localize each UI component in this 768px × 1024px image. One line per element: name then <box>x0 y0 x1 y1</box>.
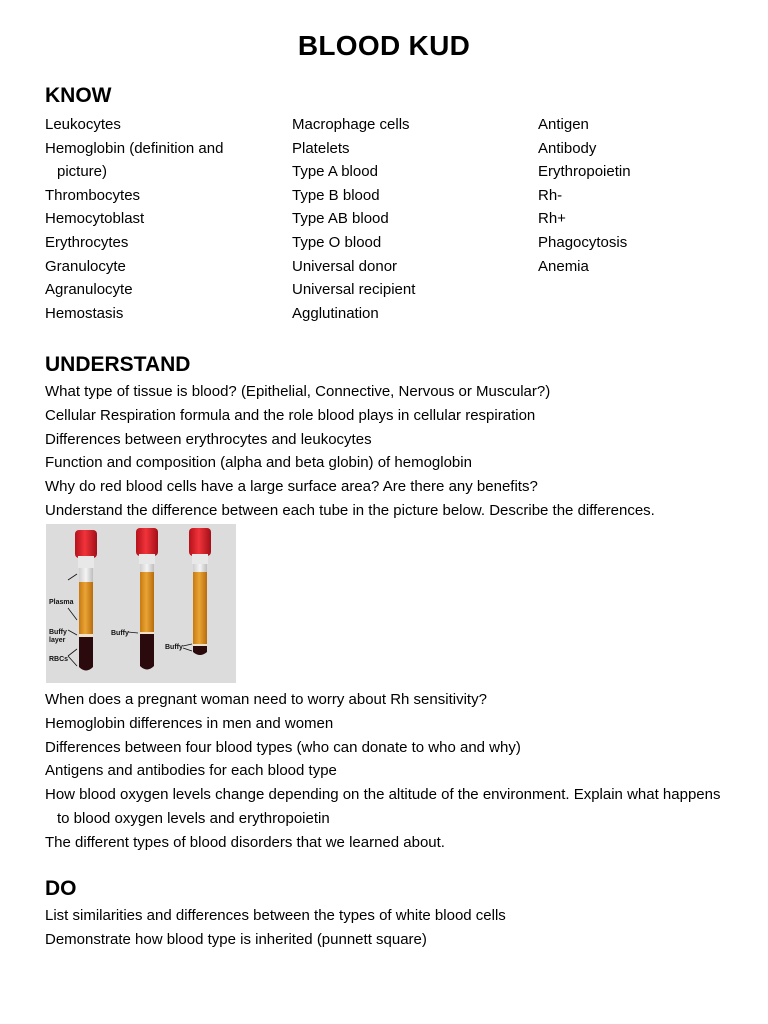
understand-item: Why do red blood cells have a large surface area? Are there any benefits? <box>45 478 538 496</box>
know-term: picture) <box>57 163 108 181</box>
plasma-label: Plasma <box>49 599 74 606</box>
blood-tube-1 <box>75 530 97 671</box>
know-term: Erythropoietin <box>538 163 631 181</box>
understand-item: Antigens and antibodies for each blood type <box>45 762 337 780</box>
do-item: Demonstrate how blood type is inherited (punnett square) <box>45 930 427 948</box>
know-term: Universal donor <box>292 257 398 275</box>
do-item: List similarities and differences between the types of white blood cells <box>45 907 506 924</box>
blood-tube-3 <box>189 528 211 655</box>
know-term: Agglutination <box>292 304 379 322</box>
know-term: Phagocytosis <box>538 233 628 251</box>
know-term: Anemia <box>538 257 589 275</box>
buffy-label-tube-3: Buffy <box>165 644 183 651</box>
know-term: Leukocytes <box>45 116 121 133</box>
blood-tubes-illustration <box>46 524 236 683</box>
understand-list-bottom <box>45 688 720 855</box>
blood-tube-2 <box>136 528 158 670</box>
blood-tubes-figure <box>46 524 236 683</box>
know-term: Type O blood <box>292 233 382 251</box>
do-list <box>45 904 506 952</box>
understand-item: Function and composition (alpha and beta globin) of hemoglobin <box>45 454 472 472</box>
know-term: Universal recipient <box>292 281 416 299</box>
know-term: Rh+ <box>538 210 566 228</box>
know-term: Hemoglobin (definition and <box>45 139 224 157</box>
understand-item: How blood oxygen levels change depending on the altitude of the environment. Explain what happens <box>45 786 721 804</box>
understand-item: Understand the difference between each tube in the picture below. Describe the differences. <box>45 501 655 519</box>
understand-item: The different types of blood disorders that we learned about. <box>45 833 445 851</box>
understand-item: Cellular Respiration formula and the role blood plays in cellular respiration <box>45 406 536 424</box>
know-column-3 <box>538 113 631 278</box>
understand-heading: UNDERSTAND <box>45 353 191 376</box>
know-heading: KNOW <box>45 84 112 107</box>
page-title: BLOOD KUD <box>297 30 471 61</box>
do-heading: DO <box>45 877 77 900</box>
buffy-layer-label-line1: Buffy <box>49 629 67 636</box>
understand-item: Hemoglobin differences in men and women <box>45 714 334 732</box>
understand-item: When does a pregnant woman need to worry about Rh sensitivity? <box>45 691 487 708</box>
know-term: Antigen <box>538 116 589 133</box>
know-term: Granulocyte <box>45 257 126 275</box>
know-term: Type A blood <box>292 163 378 181</box>
know-term: Platelets <box>292 139 350 157</box>
know-term: Thrombocytes <box>45 186 141 204</box>
buffy-layer-label-line2: layer <box>49 637 66 644</box>
know-term: Antibody <box>538 139 597 157</box>
understand-item: Differences between four blood types (who can donate to who and why) <box>45 738 521 756</box>
know-term: Type AB blood <box>292 210 389 228</box>
understand-list-top <box>45 380 655 523</box>
rbcs-label: RBCs <box>49 656 69 663</box>
know-term: Type B blood <box>292 186 380 204</box>
know-term: Macrophage cells <box>292 116 410 133</box>
know-term: Hemocytoblast <box>45 210 145 228</box>
understand-item: to blood oxygen levels and erythropoietin <box>57 809 330 827</box>
know-column-1 <box>45 113 223 325</box>
understand-item: Differences between erythrocytes and leukocytes <box>45 430 372 448</box>
buffy-label-tube-2: Buffy <box>111 630 129 637</box>
understand-item: What type of tissue is blood? (Epithelial, Connective, Nervous or Muscular?) <box>45 383 551 400</box>
know-term: Hemostasis <box>45 304 124 322</box>
know-term: Erythrocytes <box>45 233 129 251</box>
know-term: Agranulocyte <box>45 281 133 299</box>
know-column-2 <box>292 113 415 325</box>
know-term: Rh- <box>538 186 563 204</box>
